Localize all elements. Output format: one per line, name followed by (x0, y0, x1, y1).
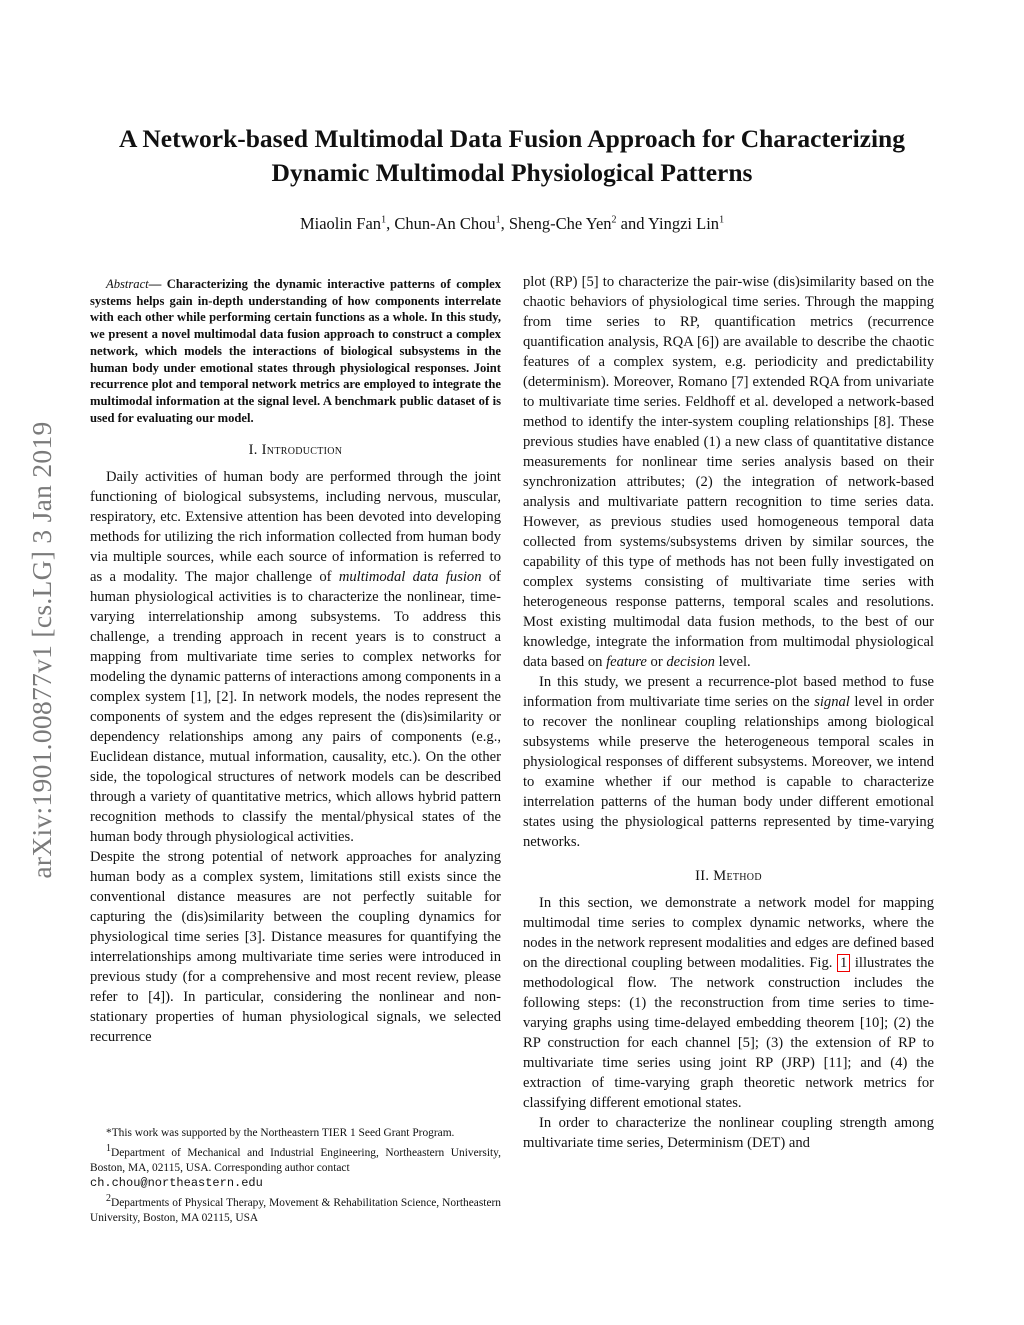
paragraph-text: illustrates the methodological flow. The network construction includes the following steps: (1) the reconstruction from time series to time-varying graphs using time-delayed embedding theorem [10]; (2) the RP construction for each channel [5]; (3) the extension of RP to multivariate time series using joint RP (JRP) [11]; and (4) the extraction of time-varying graph theoretic network metrics for classifying different emotional states. (523, 955, 934, 1111)
figure-link[interactable]: 1 (837, 954, 850, 972)
affiliation-mark: 1 (381, 214, 387, 226)
emphasis: feature (606, 654, 647, 670)
paper-title: A Network-based Multimodal Data Fusion Approach for Characterizing Dynamic Multimodal Physiological Patterns (118, 124, 905, 187)
paragraph-text: of human physiological activities is to characterize the nonlinear, time-varying interrelationship among subsystems. To address this challenge, a trending approach in recent years is to construct a mapping from multivariate time series to complex networks for modeling the dynamic patterns of interactions among components in a complex system [1], [2]. In network models, the nodes represent the components of system and the edges represent the (dis)similarity or dependency relationships among any pairs of components (e.g., Euclidean distance, mutual information, causality, etc.). On the other side, the topological structures of network models can be described through a variety of quantitative metrics, which allows hybrid pattern recognition methods to classify the mental/physical states of the human body through physiological activities. (90, 569, 501, 846)
affiliation-mark: 2 (106, 1192, 111, 1204)
paragraph (523, 272, 934, 672)
paragraph (523, 672, 934, 852)
section-heading-method (523, 868, 934, 885)
affiliation-mark: 1 (495, 214, 501, 226)
abstract (90, 276, 501, 426)
footnote-funding: *This work was supported by the Northeastern TIER 1 Seed Grant Program. (106, 1127, 455, 1139)
left-column (90, 272, 501, 1047)
paragraph-text: In this section, we demonstrate a network model for mapping multimodal time series to complex dynamic networks, where the nodes in the network represent modalities and edges are defined based on the directional coupling between modalities. Fig. (523, 895, 934, 971)
section-heading-introduction (90, 442, 501, 459)
footnote-affiliation-1 (90, 1141, 501, 1191)
abstract-label: Abstract (106, 277, 149, 291)
paragraph-text: In this study, we present a recurrence-plot based method to fuse information from multivariate time series on the (523, 674, 934, 710)
abstract-text: — Characterizing the dynamic interactive patterns of complex systems helps gain in-depth understanding of how components interrelate with each other while performing certain functions as a whole. In this study, we present a novel multimodal data fusion approach to construct a complex network, which models the interactions of biological subsystems in the human body under emotional states through physiological responses. Joint recurrence plot and temporal network metrics are employed to integrate the multimodal information at the signal level. A benchmark public dataset of is used for evaluating our model. (90, 277, 501, 425)
paragraph (90, 467, 501, 847)
footnote-text: Departments of Physical Therapy, Movement & Rehabilitation Science, Northeastern University, Boston, MA 02115, USA (90, 1196, 501, 1224)
paragraph-text: level. (714, 654, 751, 670)
author-list: Miaolin Fan$^1$, Chun-An Chou$^1$, Sheng-Che Yen$^2$ and Yingzi Lin$^1$ (299, 214, 725, 233)
paragraph: In order to characterize the nonlinear coupling strength among multivariate time series, Determinism (DET) and (523, 1115, 934, 1151)
corresponding-email-link[interactable]: ch.chou@northeastern.edu (90, 1175, 263, 1190)
paragraph: Despite the strong potential of network approaches for analyzing human body as a complex system, limitations still exists since the conventional distance measures are not perfectly suitable for capturing the (dis)similarity between the coupling dynamics for physiological time series [3]. Distance measures for quantifying the interrelationships among multivariate time series were introduced in previous study (for a comprehensive and most recent review, please refer to [4]). In particular, considering the nonlinear and non-stationary properties of human physiological signals, we selected recurrence (90, 849, 501, 1046)
affiliation-mark: 1 (719, 214, 725, 226)
author-name: Yingzi Lin (648, 214, 720, 233)
paragraph-text: or (646, 654, 667, 670)
affiliation-mark: 1 (106, 1143, 111, 1154)
footnote-text: Department of Mechanical and Industrial Engineering, Northeastern University, Boston, MA, 02115, USA. Corresponding author contact (90, 1146, 501, 1174)
footnotes (90, 1126, 501, 1226)
section-number: II. (695, 868, 710, 884)
arxiv-identifier: arXiv:1901.00877v1 [cs.LG] 3 Jan 2019 (26, 421, 57, 879)
emphasis: multimodal data fusion (338, 569, 482, 586)
section-title: Method (713, 868, 762, 884)
emphasis: decision (666, 654, 715, 670)
author-name: Chun-An Chou (394, 214, 496, 233)
section-number: I. (248, 442, 258, 459)
section-title: Introduction (261, 442, 343, 459)
author-conjunction: and (620, 214, 645, 233)
footnote-affiliation-2 (90, 1191, 501, 1226)
paragraph-text: Daily activities of human body are performed through the joint functioning of biological subsystems, including nervous, muscular, respiratory, etc. Extensive attention has been devoted into developing methods for utilizing the rich information collected from human body via multiple sources, while each source of information is referred to as a modality. The major challenge of (90, 469, 501, 586)
paragraph (523, 893, 934, 1113)
author-name: Miaolin Fan (299, 214, 382, 233)
paragraph-text: level in order to recover the nonlinear coupling relationships among biological subsystems while preserve the heterogeneous temporal scales in physiological responses of different subsystems. Moreover, we intend to examine whether if our method is capable to characterize interrelation patterns of the human body under different emotional states using the physiological patterns represented by time-varying networks. (523, 694, 935, 850)
affiliation-mark: 2 (611, 214, 617, 226)
paragraph-text: plot (RP) [5] to characterize the pair-wise (dis)similarity based on the chaotic behaviors of physiological time series. Through the mapping from time series to RP, quantification metrics (recurrence quantification analysis, RQA [6]) are available to describe the chaotic features of a complex system, e.g. periodicity and predictability (determinism). Moreover, Romano [7] extended RQA from univariate to multivariate time series. Feldhoff et al. developed a network-based method to identify the inter-system coupling relationships [8]. These previous studies have enabled (1) a new class of quantitative distance measurements for nonlinear time series analysis based on their synchronization attributes; (2) the integration of network-based analysis and multivariate pattern recognition to time series data. However, as previous studies used homogeneous temporal data collected from systems/subsystems driven by similar sources, the capability of this type of methods has not been fully investigated on complex systems consisting of multivariate time series with heterogeneous response patterns, temporal scales and resolutions. Most existing multimodal data fusion methods, to the best of our knowledge, integrate the information from multimodal physiological data based on (523, 274, 934, 670)
emphasis: signal (814, 694, 850, 710)
right-column (523, 272, 934, 1153)
author-name: Sheng-Che Yen (508, 214, 612, 233)
